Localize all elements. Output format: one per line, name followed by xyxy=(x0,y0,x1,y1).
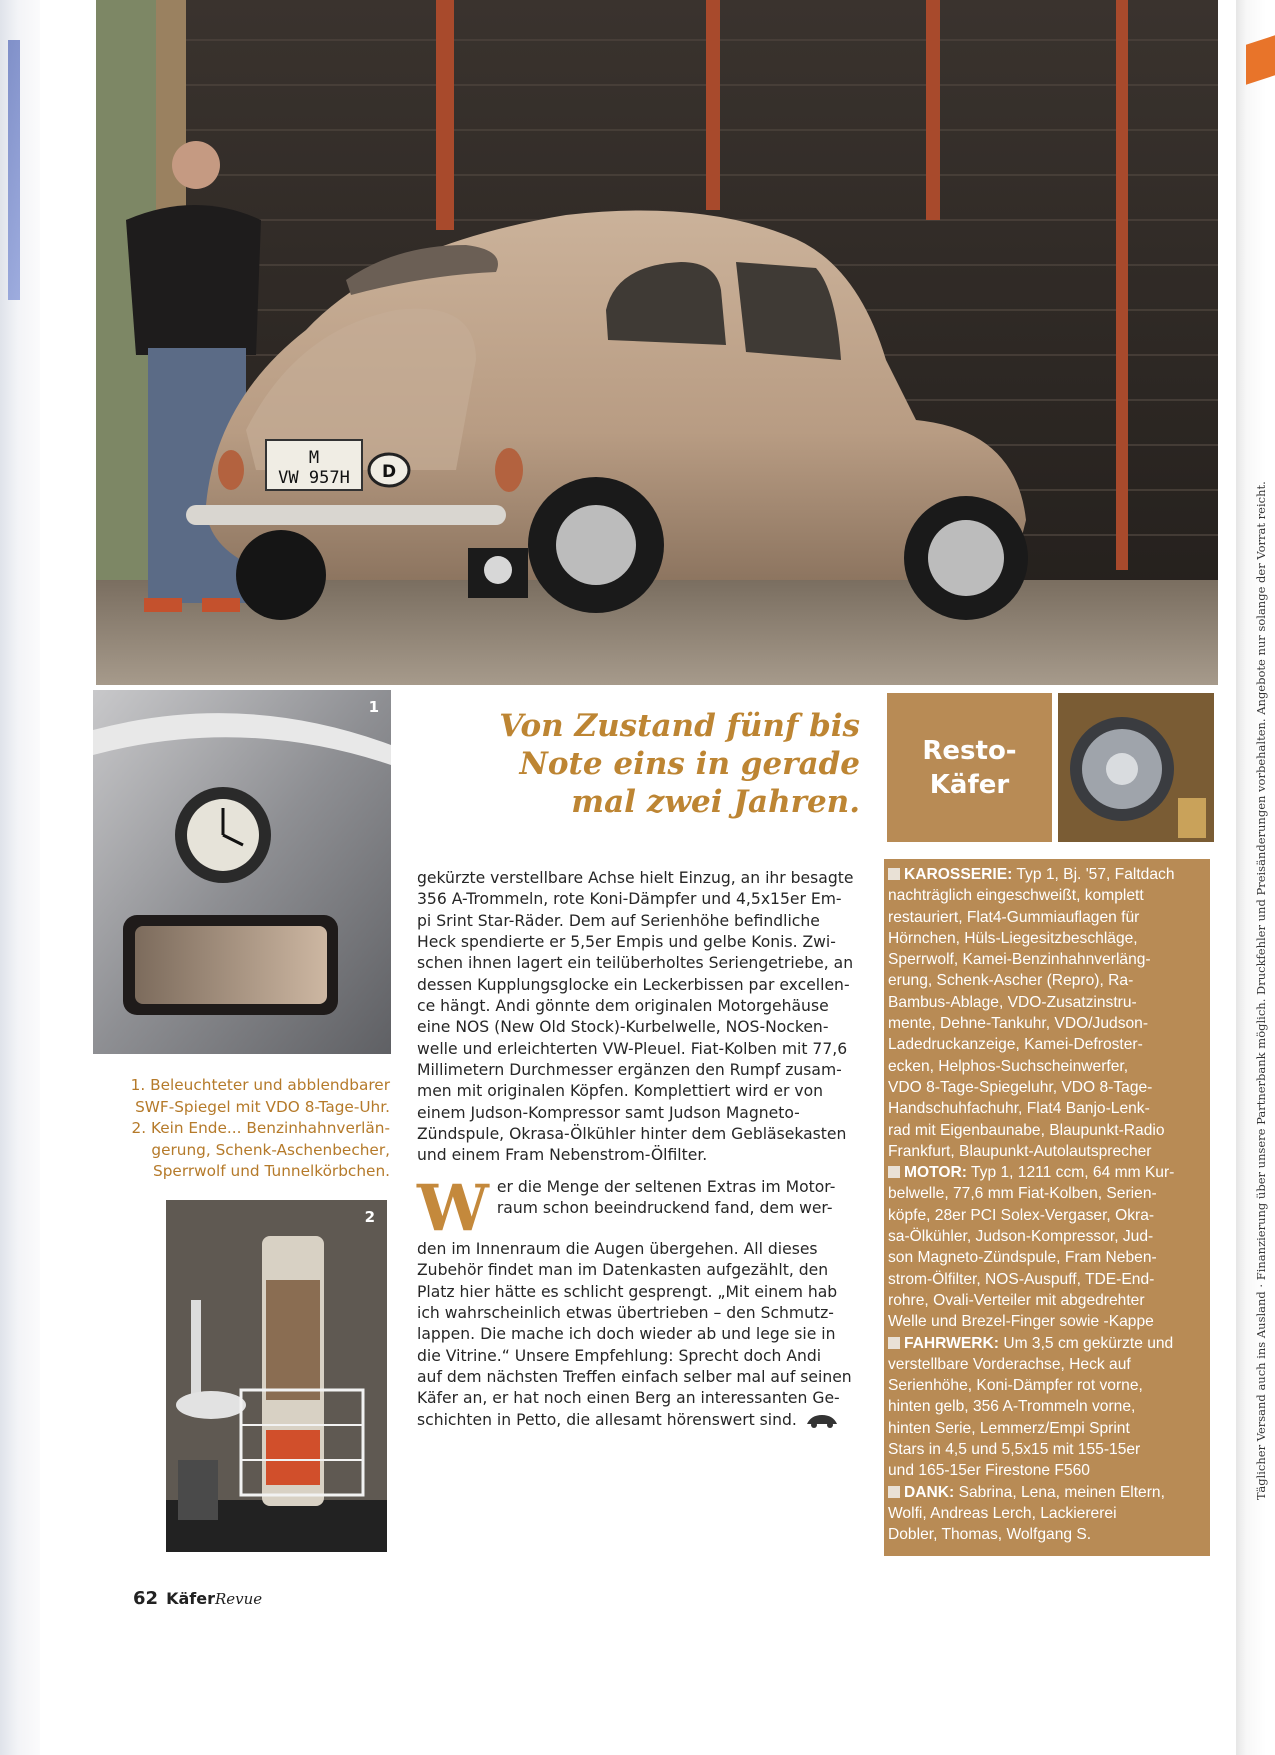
pull-quote-line: mal zwei Jahren. xyxy=(571,784,860,820)
data-box-section-karosserie xyxy=(888,864,1206,885)
data-box-line: Wolfi, Andreas Lerch, Lackiererei xyxy=(888,1504,1117,1522)
magazine-name-suffix: Revue xyxy=(214,1590,263,1608)
article-line: auf dem nächsten Treffen einfach selber mal auf seinen xyxy=(417,1367,852,1386)
orange-tab xyxy=(1246,35,1275,84)
article-line-last xyxy=(417,1410,857,1431)
article-line: die Vitrine.“ Unsere Empfehlung: Sprecht doch Andi xyxy=(417,1346,822,1365)
article-line: Zündspule, Okrasa-Ölkühler hinter dem Gebläsekasten xyxy=(417,1125,847,1144)
article-line: welle und erleichterten VW-Pleuel. Fiat-Kolben mit 77,6 xyxy=(417,1039,848,1058)
article-line: eine NOS (New Old Stock)-Kurbelwelle, NOS-Nocken- xyxy=(417,1018,829,1037)
data-box-line: und 165-15er Firestone F560 xyxy=(888,1462,1090,1480)
pull-quote xyxy=(470,707,860,821)
article-line: gekürzte verstellbare Achse hielt Einzug, an ihr besagte xyxy=(417,869,854,887)
caption-line: 1. Beleuchteter und abblendbarer xyxy=(130,1076,390,1094)
data-box-line: ecken, Helphos-Suchscheinwerfer, xyxy=(888,1057,1129,1075)
caption-line: 2. Kein Ende... Benzinhahnverlän- xyxy=(131,1119,390,1137)
page-footer xyxy=(133,1588,262,1609)
data-box-line: Frankfurt, Blaupunkt-Autolautsprecher xyxy=(888,1142,1152,1160)
photo-number-2: 2 xyxy=(364,1208,375,1226)
data-box-line: VDO 8-Tage-Spiegeluhr, VDO 8-Tage- xyxy=(888,1078,1153,1096)
article-line: den im Innenraum die Augen übergehen. All dieses xyxy=(417,1239,818,1258)
article-body xyxy=(417,868,857,1431)
article-line: er die Menge der seltenen Extras im Motor- xyxy=(496,1177,836,1196)
data-box-line: strom-Ölfilter, NOS-Auspuff, TDE-End- xyxy=(888,1270,1155,1288)
resto-kaefer-box-title xyxy=(887,693,1052,842)
data-box-line: sa-Ölkühler, Judson-Kompressor, Jud- xyxy=(888,1228,1154,1246)
data-box-line: erung, Schenk-Ascher (Repro), Ra- xyxy=(888,972,1134,990)
vertical-disclaimer: Täglicher Versand auch ins Ausland · Finanzierung über unsere Partnerbank möglich. Druckfehler und Preisänderungen vorbehalten. Angebote nur solange der Vorrat reicht. xyxy=(1254,481,1268,1500)
photo-number-1: 1 xyxy=(368,698,379,716)
section-label: FAHRWERK: xyxy=(904,1334,1000,1352)
data-box-line: Welle und Brezel-Finger sowie -Kappe xyxy=(888,1313,1154,1331)
drop-cap: W xyxy=(417,1170,489,1246)
section-text: Typ 1, 1211 ccm, 64 mm Kur- xyxy=(966,1164,1175,1182)
bullet-square-icon xyxy=(888,1166,900,1178)
bullet-square-icon xyxy=(888,868,900,880)
data-box-line: Sperrwolf, Kamei-Benzinhahnverläng- xyxy=(888,951,1151,969)
data-box-section-motor xyxy=(888,1162,1206,1183)
license-plate-number: VW 957H xyxy=(278,468,350,488)
pull-quote-line: Note eins in gerade xyxy=(519,746,860,782)
data-box xyxy=(888,864,1206,1546)
bullet-square-icon xyxy=(888,1486,900,1498)
article-line: und einem Fram Nebenstrom-Ölfilter. xyxy=(417,1146,708,1165)
photo-searchlight xyxy=(1058,693,1214,842)
section-label: MOTOR: xyxy=(904,1164,967,1182)
article-line: Zubehör findet man im Datenkasten aufgezählt, den xyxy=(417,1261,829,1280)
page-binding xyxy=(0,0,40,1755)
magazine-name: Käfer xyxy=(166,1589,215,1608)
data-box-line: mente, Dehne-Tankuhr, VDO/Judson- xyxy=(888,1015,1149,1033)
data-box-line: Ladedruckanzeige, Kamei-Defroster- xyxy=(888,1036,1143,1054)
article-line: men mit originalen Köpfen. Komplettiert wird er von xyxy=(417,1082,824,1101)
data-box-line: rad mit Eigenbaunabe, Blaupunkt-Radio xyxy=(888,1121,1165,1139)
article-paragraph-1 xyxy=(417,868,857,1167)
photo-mirror-clock xyxy=(93,690,391,1054)
data-box-line: Handschuhfachuhr, Flat4 Banjo-Lenk- xyxy=(888,1100,1150,1118)
article-line: Millimetern Durchmesser ergänzen den Rumpf zusam- xyxy=(417,1061,842,1080)
data-box-line: hinten gelb, 356 A-Trommeln vorne, xyxy=(888,1398,1136,1416)
article-line: Käfer an, er hat noch einen Berg an interessanten Ge- xyxy=(417,1389,840,1408)
article-line: einem Judson-Kompressor samt Judson Magneto- xyxy=(417,1103,800,1122)
data-box-line: nachträglich eingeschweißt, komplett xyxy=(888,887,1144,905)
data-box-line: Bambus-Ablage, VDO-Zusatzinstru- xyxy=(888,993,1137,1011)
article-line: raum schon beeindruckend fand, dem wer- xyxy=(496,1199,833,1218)
data-box-line: restauriert, Flat4-Gummiauflagen für xyxy=(888,908,1140,926)
article-line: 356 A-Trommeln, rote Koni-Dämpfer und 4,5x15er Em- xyxy=(417,890,842,909)
article-line: Heck spendierte er 5,5er Empis und gelbe Konis. Zwi- xyxy=(417,933,836,952)
article-line-text: schichten in Petto, die allesamt hörenswert sind. xyxy=(417,1410,797,1429)
previous-page-edge xyxy=(8,40,20,300)
article-line: ce hängt. Andi gönnte dem originalen Motorgehäuse xyxy=(417,997,829,1016)
section-text: Sabrina, Lena, meinen Eltern, xyxy=(954,1483,1165,1501)
caption-line: SWF-Spiegel mit VDO 8-Tage-Uhr. xyxy=(135,1097,390,1116)
hero-photo-beetle xyxy=(96,0,1218,685)
country-badge: D xyxy=(381,462,397,482)
photo-caption xyxy=(90,1075,390,1183)
bullet-square-icon xyxy=(888,1337,900,1349)
article-line: schen ihnen lagert ein teilüberholtes Seriengetriebe, an xyxy=(417,954,854,973)
article-line: lappen. Die mache ich doch wieder ab und lege sie in xyxy=(417,1325,836,1344)
caption-line: Sperrwolf und Tunnelkörbchen. xyxy=(153,1162,390,1180)
section-label: DANK: xyxy=(904,1483,955,1501)
data-box-line: son Magneto-Zündspule, Fram Neben- xyxy=(888,1249,1157,1267)
data-box-line: köpfe, 28er PCI Solex-Vergaser, Okra- xyxy=(888,1206,1155,1224)
data-box-line: rohre, Ovali-Verteiler mit abgedrehter xyxy=(888,1291,1145,1309)
article-line: ich wahrscheinlich etwas übertrieben – den Schmutz- xyxy=(417,1303,834,1322)
data-box-line: Hörnchen, Hüls-Liegesitzbeschläge, xyxy=(888,929,1138,947)
box-title-line: Käfer xyxy=(929,769,1010,800)
data-box-section-dank xyxy=(888,1482,1206,1503)
page-number: 62 xyxy=(133,1588,159,1609)
data-box-line: Stars in 4,5 und 5,5x15 mit 155-15er xyxy=(888,1441,1141,1459)
article-line: dessen Kupplungsglocke ein Leckerbissen par excellen- xyxy=(417,975,850,994)
caption-line: gerung, Schenk-Aschenbecher, xyxy=(151,1140,390,1159)
section-label: KAROSSERIE: xyxy=(904,866,1013,883)
article-paragraph-2 xyxy=(417,1170,857,1431)
data-box-line: verstellbare Vorderachse, Heck auf xyxy=(888,1355,1131,1373)
beetle-end-icon xyxy=(805,1412,839,1428)
data-box-line: belwelle, 77,6 mm Fiat-Kolben, Serien- xyxy=(888,1185,1157,1203)
box-title-line: Resto- xyxy=(922,735,1017,766)
license-plate-city: M xyxy=(308,448,320,468)
section-text: Um 3,5 cm gekürzte und xyxy=(999,1334,1174,1352)
pull-quote-line: Von Zustand fünf bis xyxy=(499,708,860,744)
data-box-line: Serienhöhe, Koni-Dämpfer rot vorne, xyxy=(888,1377,1143,1395)
photo-accessories xyxy=(166,1200,387,1552)
section-text: Typ 1, Bj. '57, Faltdach xyxy=(1012,866,1175,883)
data-box-line: Dobler, Thomas, Wolfgang S. xyxy=(888,1526,1092,1544)
article-line: pi Srint Star-Räder. Dem auf Serienhöhe befindliche xyxy=(417,911,820,930)
data-box-section-fahrwerk xyxy=(888,1333,1206,1354)
article-line: Platz hier hätte es schlicht gesprengt. „Mit einem hab xyxy=(417,1282,838,1301)
data-box-line: hinten Serie, Lemmerz/Empi Sprint xyxy=(888,1419,1130,1437)
